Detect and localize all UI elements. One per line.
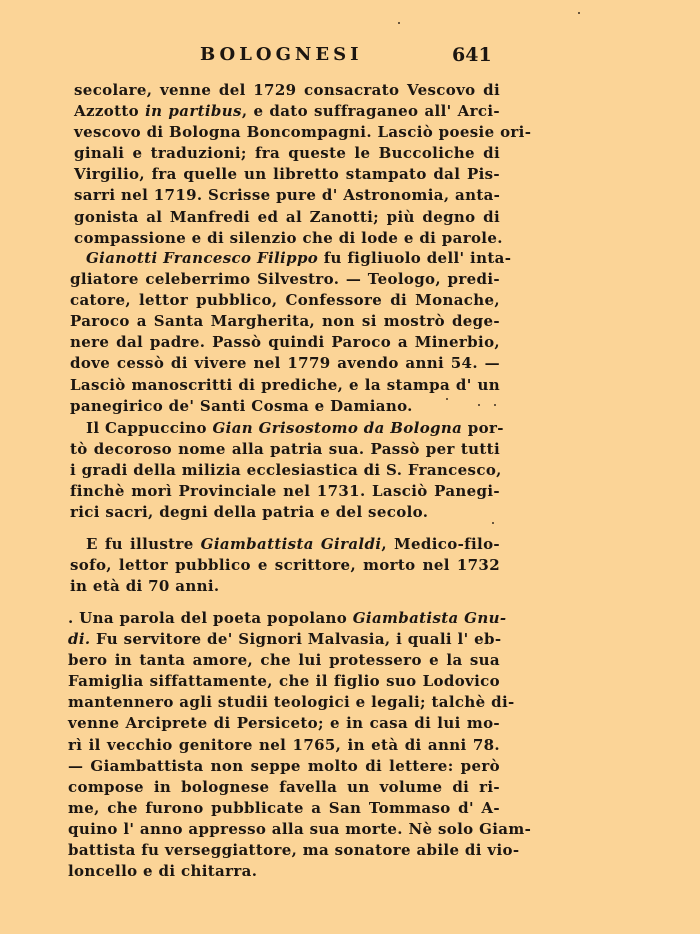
- text-segment: gliatore celeberrimo Silvestro. — Teologo, predi-: [70, 270, 500, 289]
- text-line: [68, 819, 532, 840]
- text-line: [70, 332, 500, 353]
- text-line: [68, 713, 500, 734]
- text-segment: venne Arciprete di Persiceto; e in casa di lui mo-: [68, 714, 500, 733]
- page-number: 641: [452, 44, 492, 66]
- text-segment: compassione e di silenzio che di lode e di parole.: [74, 228, 503, 247]
- text-line: [70, 396, 500, 417]
- text-segment: in età di 70 anni.: [70, 577, 220, 596]
- text-line: [74, 164, 500, 185]
- text-segment: Lasciò manoscritti di prediche, e la stampa d' un: [70, 375, 500, 394]
- paper-speck: [494, 404, 496, 406]
- text-segment: sarri nel 1719. Scrisse pure d' Astronomia, anta-: [74, 186, 501, 205]
- text-segment: Paroco a Santa Margherita, non si mostrò dege-: [70, 312, 500, 331]
- text-line: [68, 650, 500, 671]
- paper-speck: [478, 404, 480, 406]
- text-segment: vescovo di Bologna Boncompagni. Lasciò poesie ori-: [74, 123, 532, 142]
- text-line: [68, 692, 515, 713]
- paragraph-5: [68, 608, 532, 882]
- paragraph-1: [74, 80, 532, 249]
- text-segment: i gradi della milizia ecclesiastica di S. Francesco,: [70, 461, 502, 480]
- text-line: [74, 185, 500, 206]
- text-line: [74, 101, 500, 122]
- paper-speck: [398, 22, 400, 24]
- text-line: [70, 439, 500, 460]
- text-segment: por-: [462, 419, 504, 437]
- text-line: [68, 798, 500, 819]
- paper-speck: [446, 398, 448, 400]
- text-line: [68, 629, 500, 650]
- text-line: [70, 269, 500, 290]
- text-segment: rì il vecchio genitore nel 1765, in età di anni 78.: [68, 735, 500, 754]
- text-line: [68, 840, 520, 861]
- text-segment: Fu servitore de' Signori Malvasia, i quali l' eb-: [90, 630, 502, 649]
- italic-name: Giambatista Gnu-: [352, 609, 507, 627]
- text-segment: tò decoroso nome alla patria sua. Passò per tutti: [70, 440, 500, 459]
- text-line: [74, 228, 503, 249]
- text-segment: ginali e traduzioni; fra queste le Buccoliche di: [74, 144, 500, 163]
- paper-speck: [578, 12, 580, 14]
- text-line: [70, 555, 500, 576]
- text-line: [74, 122, 532, 143]
- text-line: [70, 290, 500, 311]
- text-line: [68, 861, 500, 882]
- text-segment: secolare, venne del 1729 consacrato Vescovo di: [74, 81, 500, 99]
- text-segment: gonista al Manfredi ed al Zanotti; più degno di: [74, 207, 500, 226]
- text-segment: bero in tanta amore, che lui protessero e la sua: [68, 651, 500, 670]
- text-line: [74, 80, 500, 101]
- text-line: [68, 777, 500, 798]
- text-segment: Azzotto: [74, 102, 146, 121]
- text-segment: battista fu verseggiattore, ma sonatore abile di vio-: [68, 841, 520, 860]
- text-line: [74, 207, 500, 228]
- paper-speck: [492, 522, 494, 524]
- text-segment: E fu illustre: [86, 535, 201, 553]
- text-segment: catore, lettor pubblico, Confessore di Monache,: [70, 291, 500, 310]
- paragraph-2: [70, 248, 512, 417]
- text-segment: — Giambattista non seppe molto di lettere: però: [68, 756, 500, 775]
- text-segment: Famiglia siffattamente, che il figlio suo Lodovico: [68, 672, 500, 691]
- text-line: [68, 608, 507, 629]
- text-segment: me, che furono pubblicate a San Tommaso d' A-: [68, 798, 500, 817]
- italic-name: in partibus: [145, 102, 242, 121]
- text-line: [70, 576, 500, 597]
- text-line: [70, 534, 500, 555]
- italic-name: Giambattista Giraldi: [200, 535, 382, 553]
- paragraph-4: [70, 534, 500, 597]
- text-segment: quino l' anno appresso alla sua morte. Nè solo Giam-: [68, 819, 532, 838]
- text-segment: panegirico de' Santi Cosma e Damiano.: [70, 396, 413, 415]
- text-segment: fu figliuolo dell' inta-: [318, 249, 512, 267]
- text-line: [70, 311, 500, 332]
- text-line: [68, 671, 500, 692]
- paragraph-3: [70, 418, 504, 523]
- text-line: [68, 735, 500, 756]
- text-line: [70, 502, 500, 523]
- text-line: [70, 375, 500, 396]
- text-segment: rici sacri, degni della patria e del secolo.: [70, 503, 429, 522]
- text-line: [70, 418, 504, 439]
- text-segment: mantennero agli studii teologici e legali; talchè di-: [68, 693, 515, 712]
- text-segment: Il Cappuccino: [86, 419, 213, 437]
- text-segment: Virgilio, fra quelle un libretto stampato dal Pis-: [74, 165, 500, 184]
- text-line: [70, 481, 500, 502]
- text-line: [68, 756, 500, 777]
- text-segment: dove cessò di vivere nel 1779 avendo anni 54. —: [70, 354, 500, 373]
- text-segment: sofo, lettor pubblico e scrittore, morto nel 1732: [70, 556, 500, 575]
- text-segment: finchè morì Provinciale nel 1731. Lasciò Panegi-: [70, 482, 500, 501]
- text-line: [70, 248, 512, 269]
- running-head: BOLOGNESI: [200, 44, 363, 65]
- italic-name: Gian Grisostomo da Bologna: [212, 419, 463, 437]
- text-segment: , e dato suffraganeo all' Arci-: [241, 102, 500, 121]
- text-line: [70, 353, 500, 374]
- text-line: [70, 460, 500, 481]
- text-segment: nere dal padre. Passò quindi Paroco a Minerbio,: [70, 333, 500, 352]
- text-segment: compose in bolognese favella un volume di ri-: [68, 777, 500, 796]
- text-segment: loncello e di chitarra.: [68, 862, 258, 881]
- text-line: [74, 143, 500, 164]
- italic-name: Gianotti Francesco Filippo: [86, 249, 319, 267]
- text-segment: , Medico-filo-: [381, 535, 500, 553]
- italic-name: di.: [68, 630, 91, 649]
- text-segment: . Una parola del poeta popolano: [68, 609, 353, 627]
